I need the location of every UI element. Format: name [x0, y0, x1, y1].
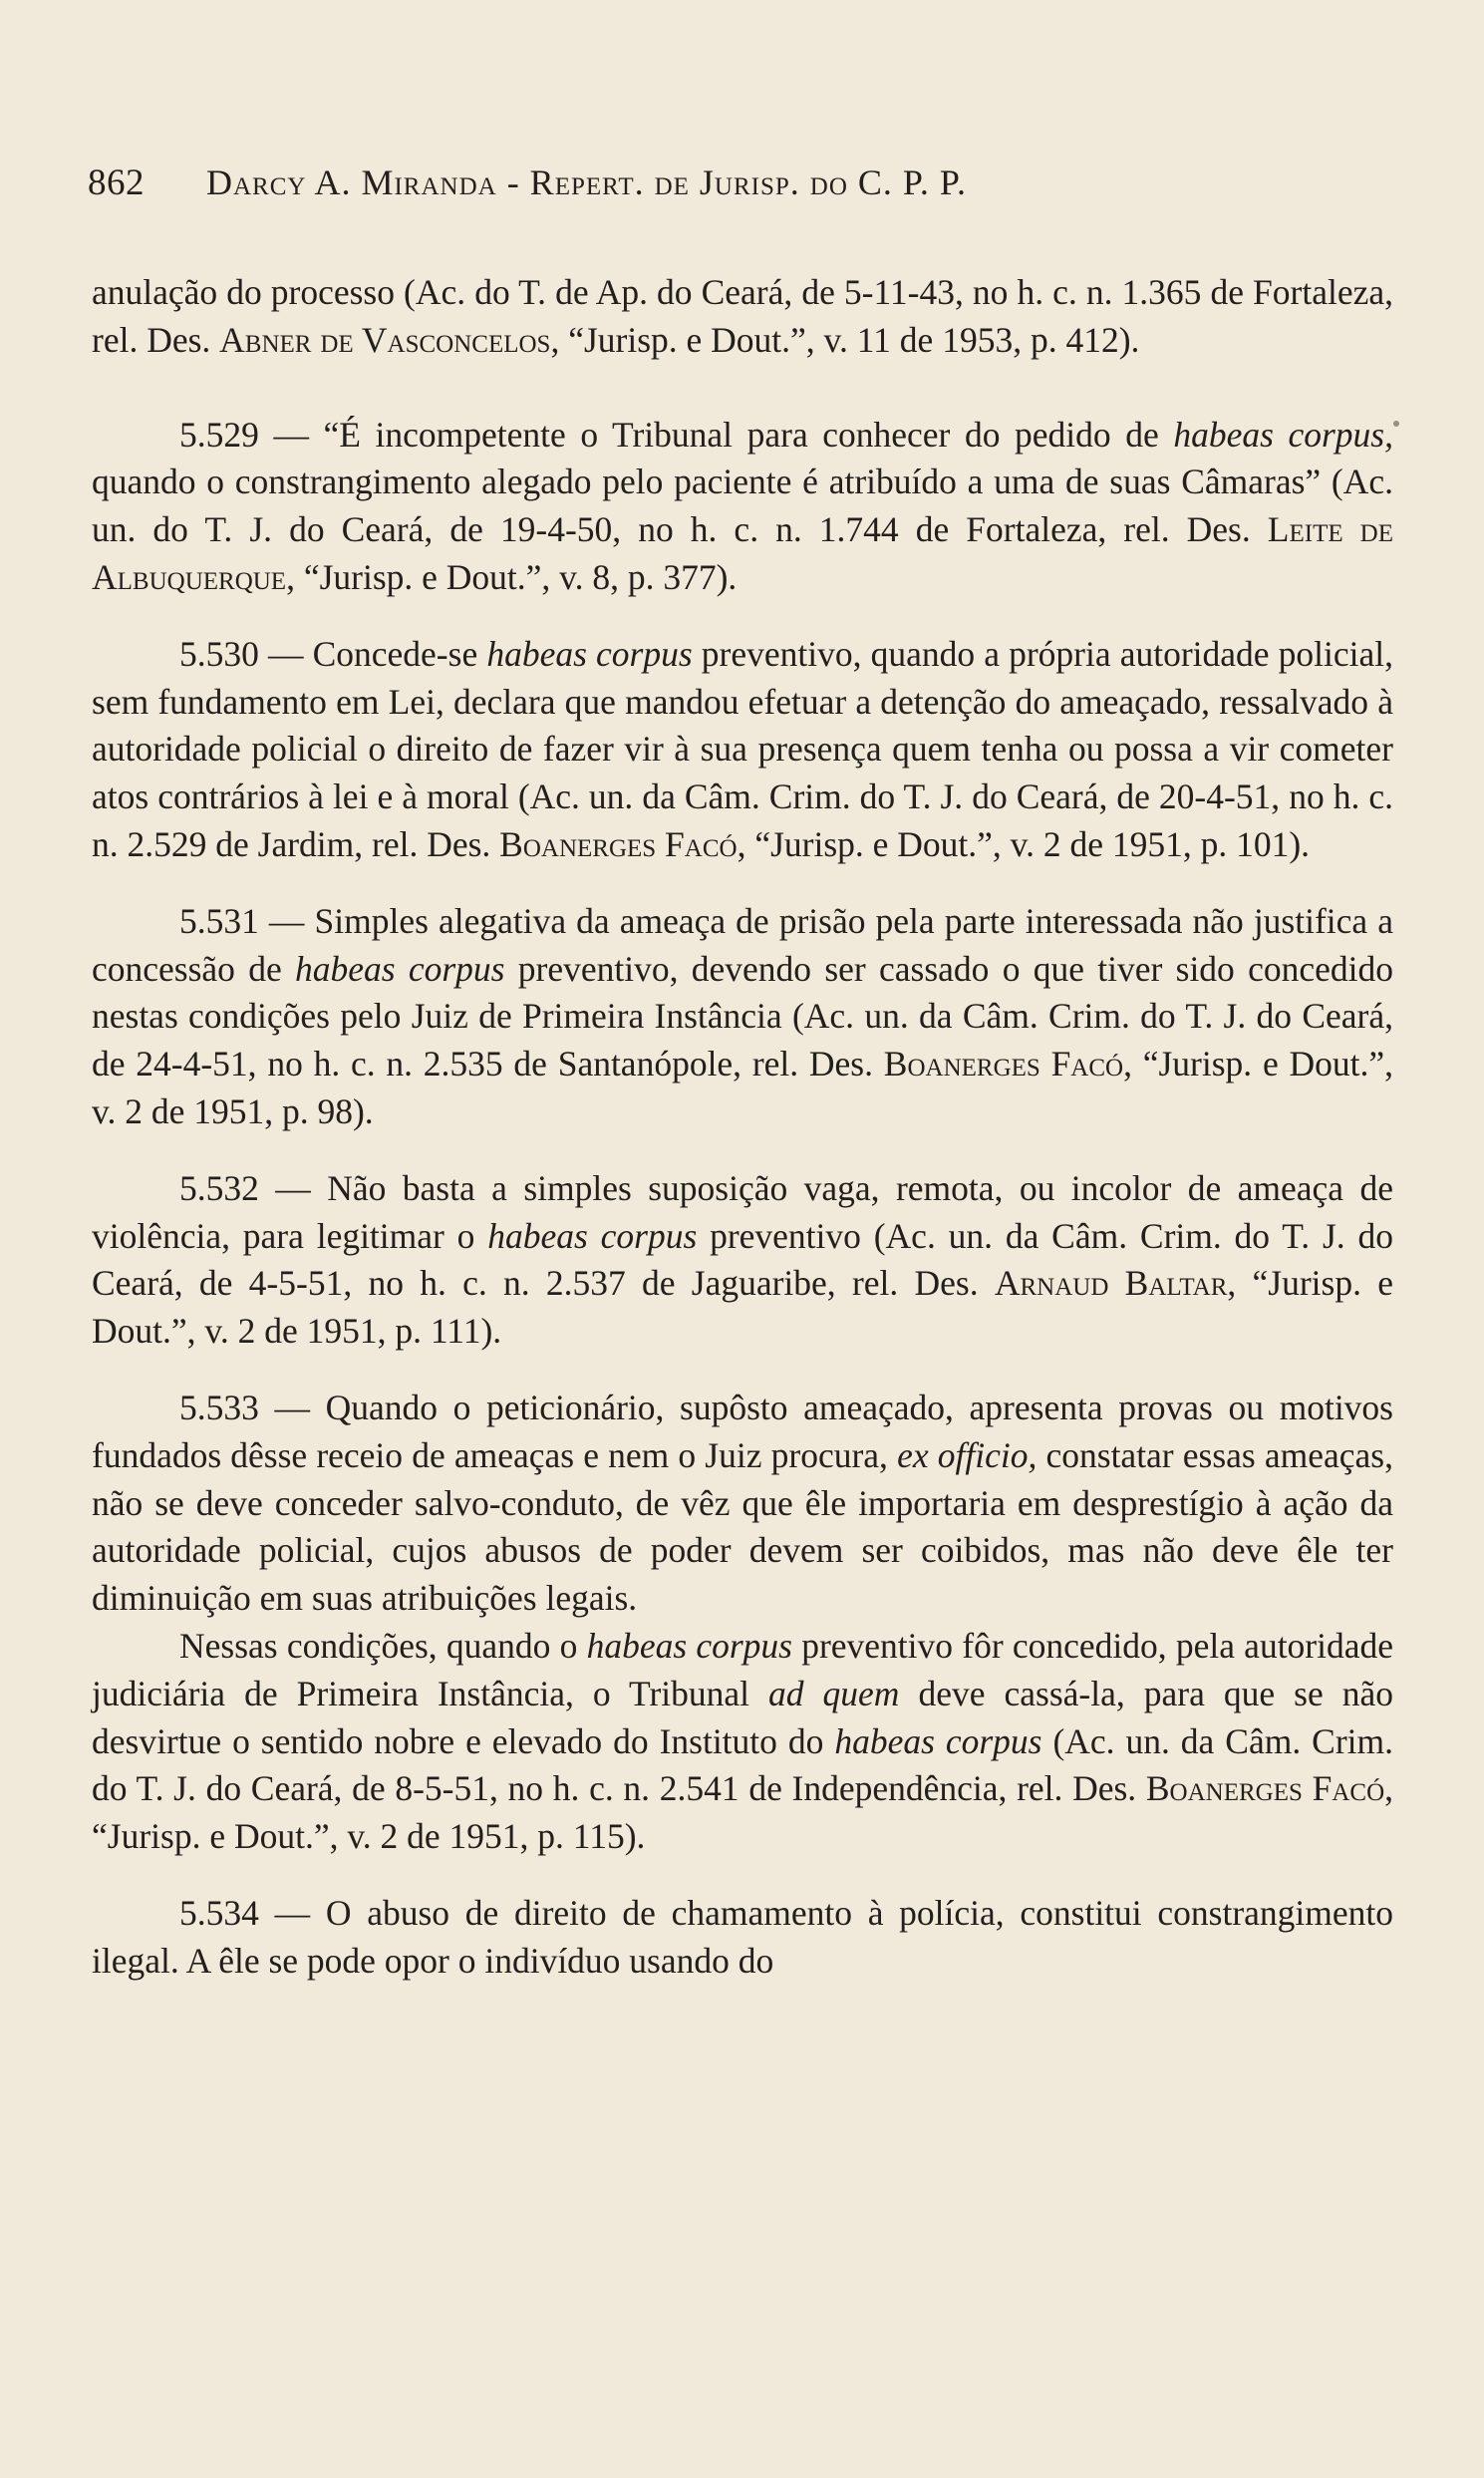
italic-term: habeas corpus	[487, 1215, 698, 1256]
text-run: 5.530 — Concede-se	[179, 633, 487, 674]
page-number: 862	[88, 162, 145, 203]
entry-5531	[92, 898, 1393, 1136]
text-run: , “Jurisp. e Dout.”, v. 2 de 1951, p. 101).	[737, 823, 1311, 864]
text-run: , “Jurisp. e Dout.”, v. 11 de 1953, p. 412).	[550, 319, 1140, 360]
text-run: , “Jurisp. e Dout.”, v. 8, p. 377).	[286, 556, 738, 597]
text-run: preventivo, devendo ser cassado o que tiver sido concedido nestas condições pelo Juiz de Primeira Instância (Ac. un. da Câm. Crim. do T. J. do Ceará, de 24-4-51, no h. c. n. 2.535 de Santanópole, rel. Des.	[92, 948, 1393, 1084]
italic-term: ex officio,	[897, 1434, 1038, 1475]
text-run: , “Jurisp. e Dout.”, v. 2 de 1951, p. 98).	[92, 1044, 1393, 1131]
text-run: Nessas condições, quando o	[179, 1625, 587, 1666]
entry-5534	[92, 1890, 1393, 1986]
italic-term: habeas corpus	[295, 948, 505, 989]
page-body	[92, 269, 1393, 2014]
text-run: constatar essas ameaças, não se deve conceder salvo-conduto, de vêz que êle importaria em desprestígio à ação da autoridade policial, cujos abusos de poder devem ser coibidos, mas não deve êle ter diminuição em suas atribuições legais.	[92, 1434, 1393, 1619]
entry-5533	[92, 1385, 1393, 1623]
entry-5533-continuation	[92, 1623, 1393, 1861]
text-run: preventivo (Ac. un. da Câm. Crim. do T. J. do Ceará, de 4-5-51, no h. c. n. 2.537 de Jaguaribe, rel. Des.	[92, 1215, 1393, 1304]
text-run: , “Jurisp. e Dout.”, v. 2 de 1951, p. 115).	[92, 1768, 1393, 1857]
italic-term: habeas corpus,	[1173, 414, 1393, 455]
italic-term: ad quem	[768, 1673, 900, 1713]
entry-5529	[92, 412, 1393, 602]
entry-5532	[92, 1165, 1393, 1356]
italic-term: habeas corpus	[586, 1625, 792, 1666]
text-run: preventivo fôr concedido, pela autoridade judiciária de Primeira Instância, o Tribunal	[92, 1625, 1393, 1713]
text-run: 5.531 — Simples alegativa da ameaça de prisão pela parte interessada não justifica a concessão de	[92, 900, 1393, 989]
author-name: Arnaud Baltar	[994, 1263, 1228, 1304]
italic-term: habeas corpus	[834, 1720, 1042, 1761]
author-name: Boanerges Facó	[499, 823, 738, 864]
text-run: 5.529 — “É incompetente o Tribunal para conhecer do pedido de	[179, 414, 1174, 455]
text-run: 5.533 — Quando o peticionário, supôsto ameaçado, apresenta provas ou motivos fundados dêsse receio de ameaças e nem o Juiz procura,	[92, 1387, 1393, 1475]
author-name: Abner de Vasconcelos	[219, 319, 551, 360]
italic-term: habeas corpus	[486, 633, 693, 674]
entry-5530	[92, 631, 1393, 869]
text-run: anulação do processo (Ac. do T. de Ap. do Ceará, de 5-11-43, no h. c. n. 1.365 de Fortaleza, rel. Des.	[92, 272, 1393, 360]
author-name: Leite de Albuquerque	[92, 509, 1393, 597]
print-speck	[1393, 421, 1399, 427]
paragraph-continuation	[92, 269, 1393, 365]
page-header	[88, 161, 1413, 204]
running-title: Darcy A. Miranda - Repert. de Jurisp. do C. P. P.	[206, 162, 967, 202]
text-run: quando o constrangimento alegado pelo paciente é atribuído a uma de suas Câmaras” (Ac. un. do T. J. do Ceará, de 19-4-50, no h. c. n. 1.744 de Fortaleza, rel. Des.	[92, 462, 1393, 550]
text-run: 5.534 — O abuso de direito de chamamento à polícia, constitui constrangimento ilegal. A êle se pode opor o indivíduo usando do	[92, 1892, 1393, 1981]
text-run: (Ac. un. da Câm. Crim. do T. J. do Ceará, de 8-5-51, no h. c. n. 2.541 de Independência, rel. Des.	[92, 1720, 1393, 1809]
text-run: , “Jurisp. e Dout.”, v. 2 de 1951, p. 111).	[92, 1263, 1393, 1352]
text-run: 5.532 — Não basta a simples suposição vaga, remota, ou incolor de ameaça de violência, para legitimar o	[92, 1167, 1393, 1256]
author-name: Boanerges Facó	[1145, 1768, 1385, 1809]
text-run: deve cassá-la, para que se não desvirtue o sentido nobre e elevado do Instituto do	[92, 1673, 1393, 1761]
text-run: preventivo, quando a própria autoridade policial, sem fundamento em Lei, declara que mandou efetuar a detenção do ameaçado, ressalvado à autoridade policial o direito de fazer vir à sua presença quem tenha ou possa a vir cometer atos contrários à lei e à moral (Ac. un. da Câm. Crim. do T. J. do Ceará, de 20-4-51, no h. c. n. 2.529 de Jardim, rel. Des.	[92, 633, 1393, 864]
author-name: Boanerges Facó	[883, 1044, 1124, 1084]
